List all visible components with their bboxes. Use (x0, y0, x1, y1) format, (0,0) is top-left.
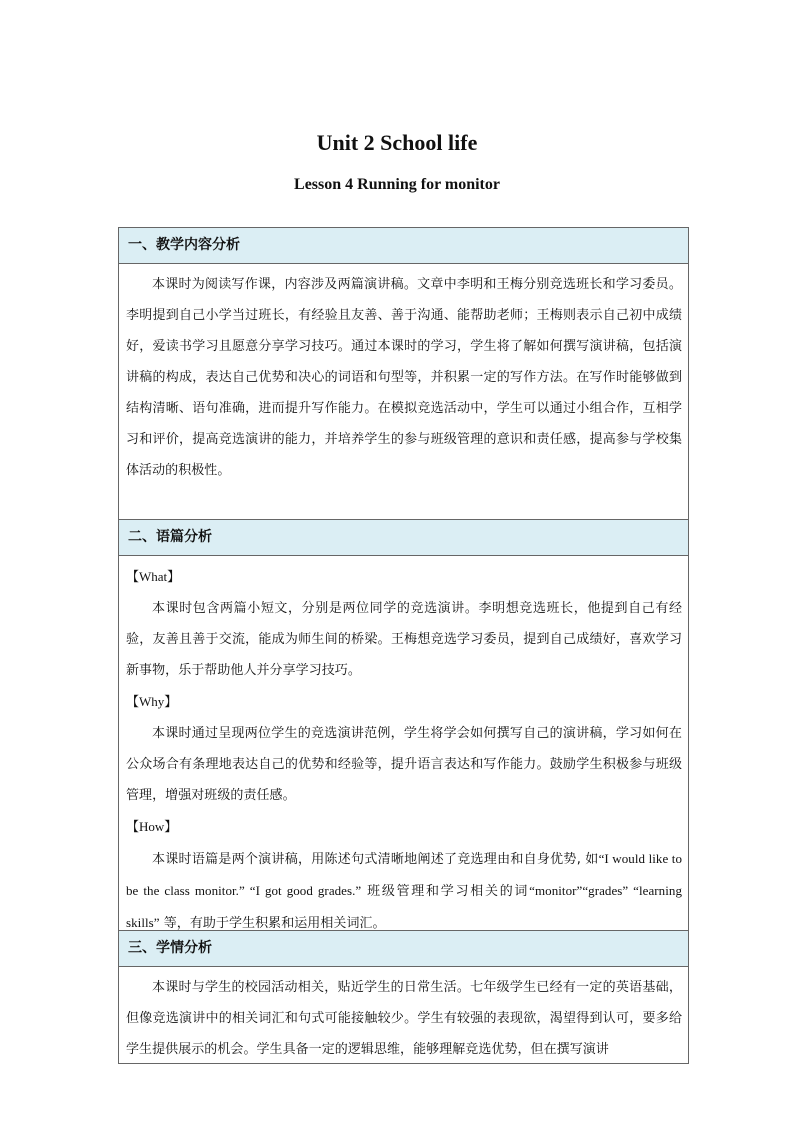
lesson-plan-table (118, 227, 689, 1064)
section-heading-text-analysis: 二、语篇分析 (119, 520, 688, 556)
why-tag: 【Why】 (126, 694, 178, 710)
student-analysis-paragraph: 本课时与学生的校园活动相关，贴近学生的日常生活。七年级学生已经有一定的英语基础，但像竞选演讲中的相关词汇和句式可能接触较少。学生有较强的表现欲，渴望得到认可，要多给学生提供展示的机会。学生具备一定的逻辑思维，能够理解竞选优势，但在撰写演讲 (126, 980, 682, 1057)
what-tag: 【What】 (126, 569, 181, 585)
why-paragraph: 本课时通过呈现两位学生的竞选演讲范例，学生将学会如何撰写自己的演讲稿，学习如何在公众场合有条理地表达自己的优势和经验等，提升语言表达和写作能力。鼓励学生积极参与班级管理，增强对班级的责任感。 (126, 726, 682, 803)
what-paragraph: 本课时包含两篇小短文，分别是两位同学的竞选演讲。李明想竞选班长，他提到自己有经验，友善且善于交流，能成为师生间的桥梁。王梅想竞选学习委员，提到自己成绩好，喜欢学习新事物，乐于帮助他人并分享学习技巧。 (126, 601, 682, 678)
section-heading-content-analysis: 一、教学内容分析 (119, 228, 688, 264)
section-body-student-analysis (119, 967, 688, 1063)
how-tag-label: How (139, 819, 165, 834)
how-text-part-3: 等，有助于学生积累和运用相关词汇。 (159, 916, 386, 931)
how-text-part-2: 班级管理和学习相关的词 (361, 884, 530, 899)
section-body-text-analysis (119, 556, 688, 931)
why-tag-label: Why (139, 694, 165, 709)
how-paragraph (126, 843, 682, 939)
how-tag: 【How】 (126, 819, 178, 835)
content-analysis-paragraph: 本课时为阅读写作课，内容涉及两篇演讲稿。文章中李明和王梅分别竞选班长和学习委员。李明提到自己小学当过班长，有经验且友善、善于沟通、能帮助老师；王梅则表示自己初中成绩好，爱读书学习且愿意分享学习技巧。通过本课时的学习，学生将了解如何撰写演讲稿，包括演讲稿的构成，表达自己优势和决心的词语和句型等，并积累一定的写作方法。在写作时能够做到结构清晰、语句准确，进而提升写作能力。在模拟竞选活动中，学生可以通过小组合作，互相学习和评价，提高竞选演讲的能力，并培养学生的参与班级管理的意识和责任感，提高参与学校集体活动的积极性。 (126, 277, 682, 478)
what-tag-label: What (139, 569, 168, 584)
page-title: Unit 2 School life (316, 130, 478, 155)
how-example-words: “monitor”“grades” “learning skills” (126, 883, 682, 930)
how-example-sentences: “I would like to be the class monitor.” “I got good grades.” (126, 851, 682, 898)
page-subtitle: Lesson 4 Running for monitor (294, 176, 500, 193)
section-body-content-analysis (119, 264, 688, 520)
how-text-part-1: 本课时语篇是两个演讲稿，用陈述句式清晰地阐述了竞选理由和自身优势, 如 (152, 852, 599, 867)
section-heading-student-analysis: 三、学情分析 (119, 931, 688, 967)
